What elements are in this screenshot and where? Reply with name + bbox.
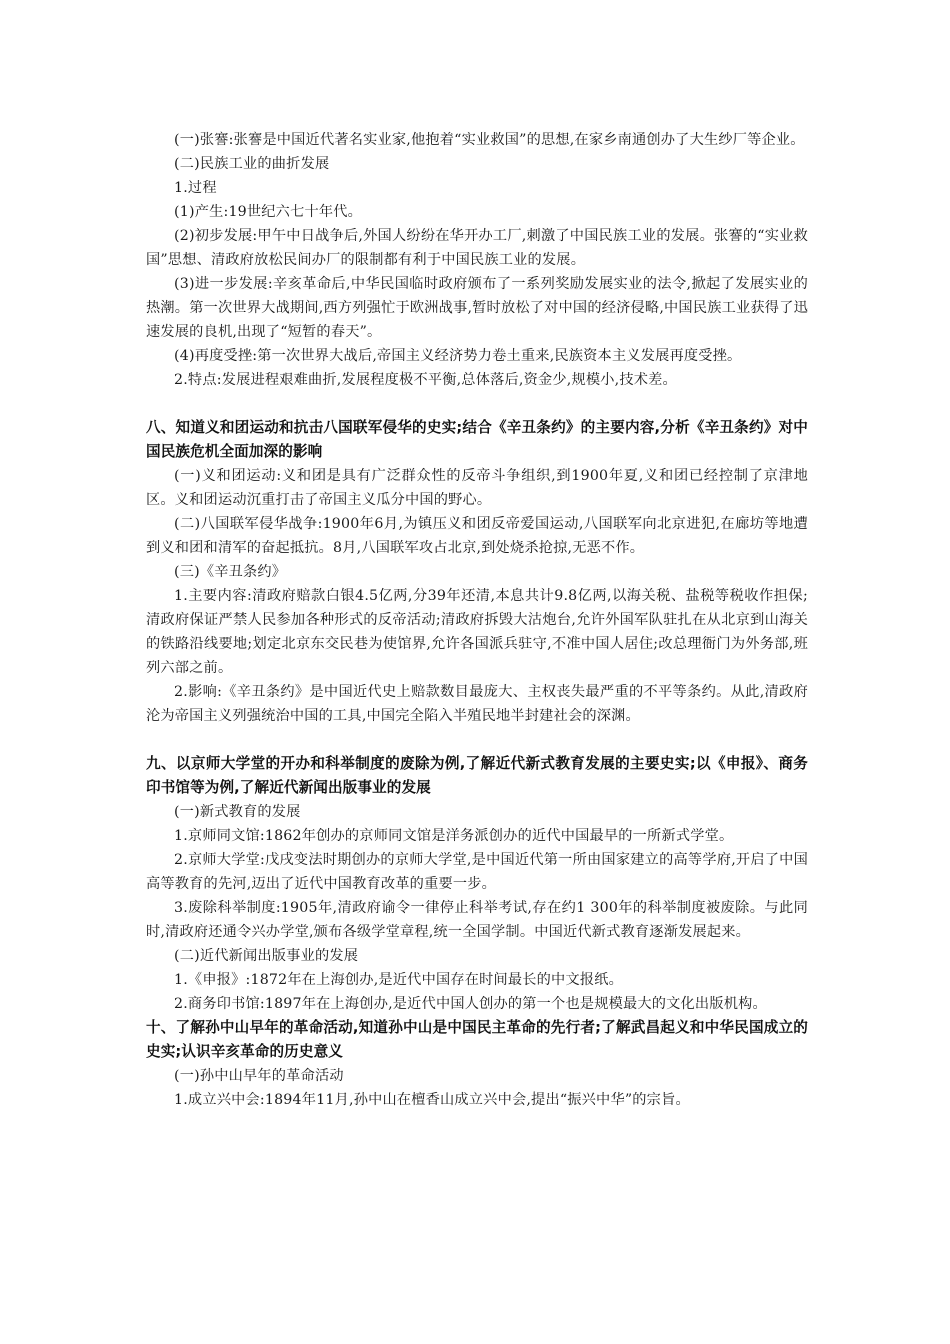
paragraph: (三)《辛丑条约》 bbox=[174, 564, 287, 580]
paragraph: (一)张謇:张謇是中国近代著名实业家,他抱着“实业救国”的思想,在家乡南通创办了大生纱厂等企业。 bbox=[174, 132, 805, 148]
document-body bbox=[146, 128, 808, 1112]
paragraph: 2.商务印书馆:1897年在上海创办,是近代中国人创办的第一个也是规模最大的文化出版机构。 bbox=[174, 996, 767, 1012]
paragraph: 1.京师同文馆:1862年创办的京师同文馆是洋务派创办的近代中国最早的一所新式学堂。 bbox=[174, 828, 734, 844]
section-nine bbox=[146, 752, 808, 1016]
section-heading: 十、了解孙中山早年的革命活动,知道孙中山是中国民主革命的先行者;了解武昌起义和中华民国成立的史实;认识辛亥革命的历史意义 bbox=[146, 1019, 808, 1060]
section-national-industry bbox=[146, 128, 808, 392]
section-heading: 九、以京师大学堂的开办和科举制度的废除为例,了解近代新式教育发展的主要史实;以《申报》、商务印书馆等为例,了解近代新闻出版事业的发展 bbox=[146, 755, 808, 796]
paragraph: (二)近代新闻出版事业的发展 bbox=[174, 948, 359, 964]
paragraph: (一)新式教育的发展 bbox=[174, 804, 301, 820]
section-spacer bbox=[146, 392, 808, 416]
paragraph: 3.废除科举制度:1905年,清政府谕令一律停止科举考试,存在约1 300年的科举制度被废除。与此同时,清政府还通令兴办学堂,颁布各级学堂章程,统一全国学制。中国近代新式教育逐渐发展起来。 bbox=[146, 900, 808, 940]
section-heading: 八、知道义和团运动和抗击八国联军侵华的史实;结合《辛丑条约》的主要内容,分析《辛丑条约》对中国民族危机全面加深的影响 bbox=[146, 419, 808, 460]
section-ten bbox=[146, 1016, 808, 1112]
paragraph: (二)民族工业的曲折发展 bbox=[174, 156, 330, 172]
paragraph: (一)孙中山早年的革命活动 bbox=[174, 1068, 344, 1084]
paragraph: 2.影响:《辛丑条约》是中国近代史上赔款数目最庞大、主权丧失最严重的不平等条约。从此,清政府沦为帝国主义列强统治中国的工具,中国完全陷入半殖民地半封建社会的深渊。 bbox=[146, 684, 808, 724]
paragraph: 1.主要内容:清政府赔款白银4.5亿两,分39年还清,本息共计9.8亿两,以海关税、盐税等税收作担保;清政府保证严禁人民参加各种形式的反帝活动;清政府拆毁大沽炮台,允许外国军队驻扎在从北京到山海关的铁路沿线要地;划定北京东交民巷为使馆界,允许各国派兵驻守,不准中国人居住;改总理衙门为外务部,班列六部之前。 bbox=[146, 588, 808, 676]
paragraph: (1)产生:19世纪六七十年代。 bbox=[174, 204, 363, 220]
paragraph: (一)义和团运动:义和团是具有广泛群众性的反帝斗争组织,到1900年夏,义和团已经控制了京津地区。义和团运动沉重打击了帝国主义瓜分中国的野心。 bbox=[146, 468, 808, 508]
section-spacer bbox=[146, 728, 808, 752]
section-eight bbox=[146, 416, 808, 728]
paragraph: (二)八国联军侵华战争:1900年6月,为镇压义和团反帝爱国运动,八国联军向北京进犯,在廊坊等地遭到义和团和清军的奋起抵抗。8月,八国联军攻占北京,到处烧杀抢掠,无恶不作。 bbox=[146, 516, 808, 556]
paragraph: (4)再度受挫:第一次世界大战后,帝国主义经济势力卷土重来,民族资本主义发展再度受挫。 bbox=[174, 348, 742, 364]
paragraph: (2)初步发展:甲午中日战争后,外国人纷纷在华开办工厂,刺激了中国民族工业的发展。张謇的“实业救国”思想、清政府放松民间办厂的限制都有利于中国民族工业的发展。 bbox=[146, 228, 808, 268]
paragraph: 2.京师大学堂:戊戌变法时期创办的京师大学堂,是中国近代第一所由国家建立的高等学府,开启了中国高等教育的先河,迈出了近代中国教育改革的重要一步。 bbox=[146, 852, 808, 892]
paragraph: 2.特点:发展进程艰难曲折,发展程度极不平衡,总体落后,资金少,规模小,技术差。 bbox=[174, 372, 677, 388]
paragraph: (3)进一步发展:辛亥革命后,中华民国临时政府颁布了一系列奖励发展实业的法令,掀起了发展实业的热潮。第一次世界大战期间,西方列强忙于欧洲战事,暂时放松了对中国的经济侵略,中国民族工业获得了迅速发展的良机,出现了“短暂的春天”。 bbox=[146, 276, 808, 340]
paragraph: 1.过程 bbox=[174, 180, 217, 196]
paragraph: 1.《申报》:1872年在上海创办,是近代中国存在时间最长的中文报纸。 bbox=[174, 972, 623, 988]
paragraph: 1.成立兴中会:1894年11月,孙中山在檀香山成立兴中会,提出“振兴中华”的宗旨。 bbox=[174, 1092, 690, 1108]
